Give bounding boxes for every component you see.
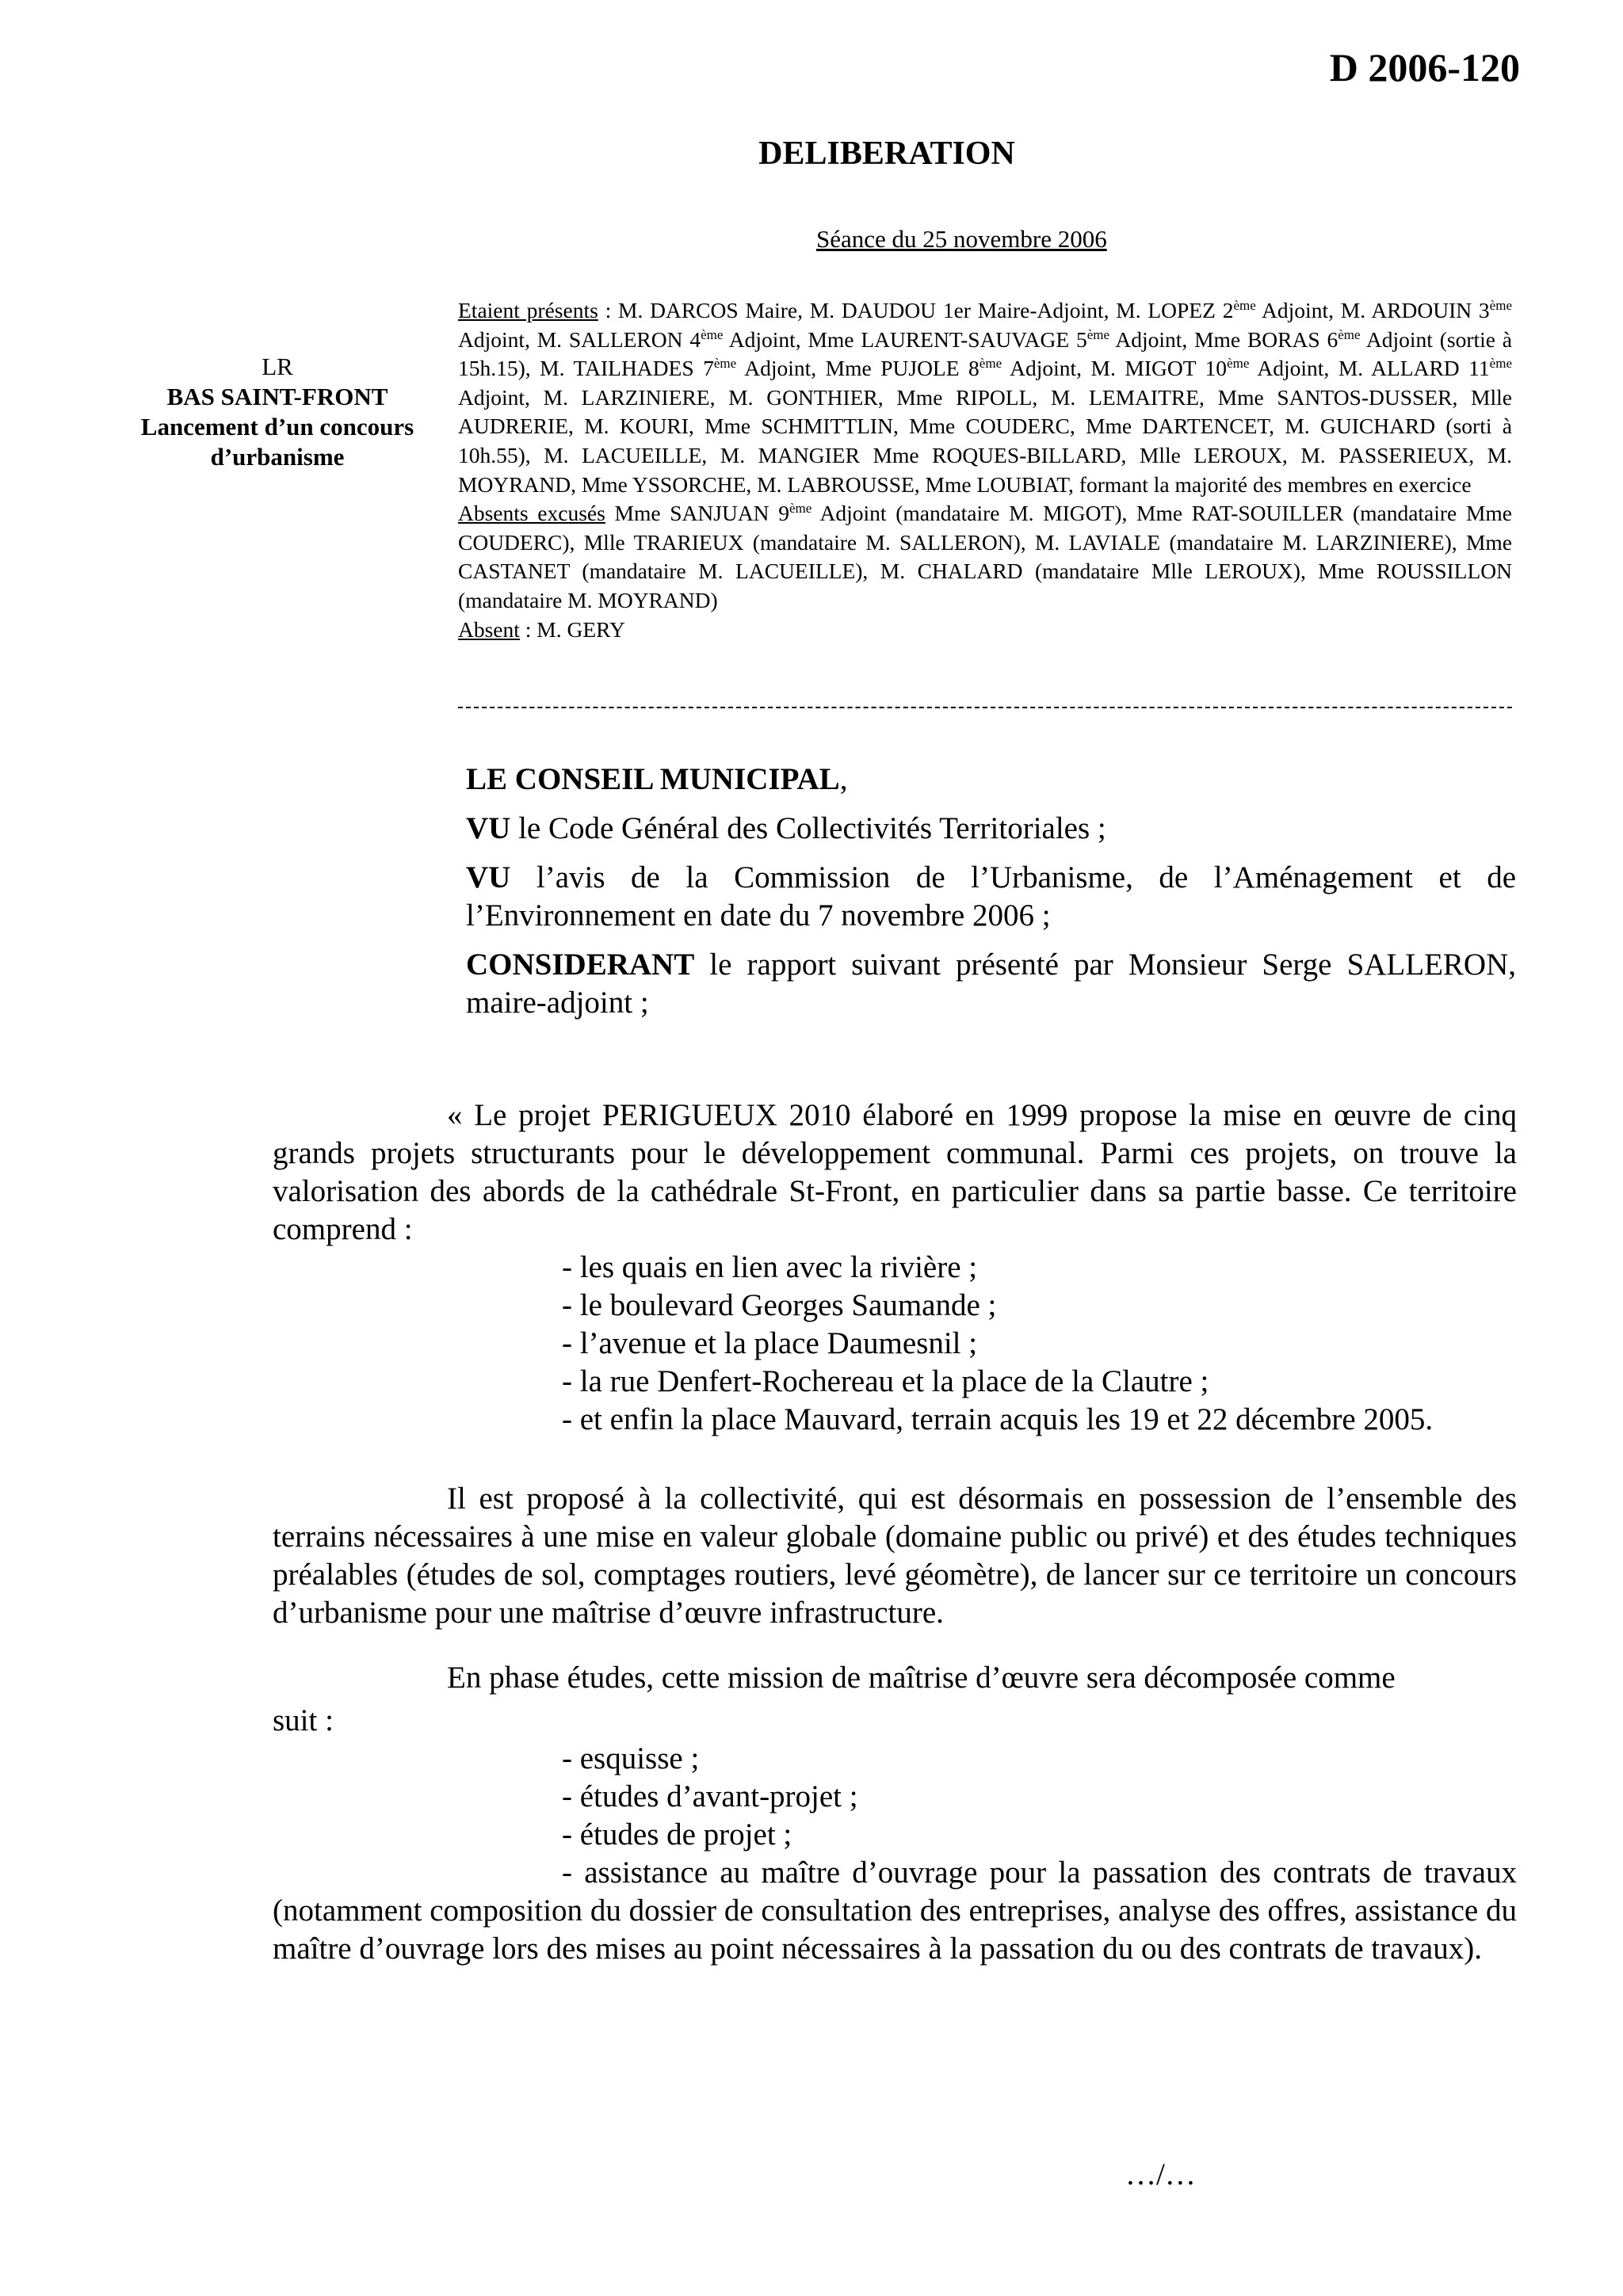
report-body [273,1097,1517,1968]
document-number: D 2006-120 [1329,45,1520,90]
present-text: Adjoint, M. LARZINIERE, M. GONTHIER, Mme RIPOLL, M. LEMAITRE, Mme SANTOS-DUSSER, Mlle AUDRERIE, M. KOURI, Mme SCHMITTLIN, Mme COUDERC, Mme DARTENCET, M. GUICHARD (sorti à 10h.55), M. LACUEILLE, M. MANGIER Mme ROQUES-BILLARD, Mlle LEROUX, M. PASSERIEUX, M. MOYRAND, Mme YSSORCHE, M. LABROUSSE, Mme LOUBIAT, formant la majorité des membres en exercice [458,384,1512,497]
absent-label: Absent [458,616,520,642]
session-date: Séance du 25 novembre 2006 [816,225,1107,253]
present-text: Adjoint, M. MIGOT 10 [1002,356,1228,381]
council-heading [466,761,1516,799]
council-block [466,761,1516,1033]
superscript: ème [713,356,737,372]
subject-block [119,352,436,472]
list-item: - les quais en lien avec la rivière ; [562,1250,978,1284]
considerant-clause [466,946,1516,1022]
considerant-label: CONSIDERANT [466,948,695,982]
list-item: - l’avenue et la place Daumesnil ; [562,1326,978,1360]
present-text: Adjoint, M. SALLERON 4 [458,326,701,352]
superscript: ème [1489,356,1512,372]
present-text: Adjoint, Mme LAURENT-SAUVAGE 5 [723,326,1087,352]
superscript: ème [1086,326,1110,342]
superscript: ème [1489,297,1512,313]
council-title: LE CONSEIL MUNICIPAL [466,762,840,796]
present-label: Etaient présents [458,298,598,322]
list-item: - études d’avant-projet ; [562,1779,858,1814]
list-item: - études de projet ; [562,1817,792,1852]
present-text: Adjoint, Mme BORAS 6 [1109,326,1338,352]
excused-label: Absents excusés [458,501,605,526]
superscript: ème [979,356,1002,372]
superscript: ème [1233,297,1256,313]
excused-text: Mme SANJUAN 9 [605,501,789,526]
vu-label: VU [466,860,511,894]
territory-list [273,1249,1517,1439]
present-text: Adjoint, M. ARDOUIN 3 [1255,298,1490,322]
present-text: Adjoint (sortie à 15h.15), M. TAILHADES 7 [458,326,1513,381]
excused-text: Adjoint (mandataire M. MIGOT), Mme RAT-SOUILLER (mandataire Mme COUDERC), Mlle TRARIEUX (mandataire M. SALLERON), M. LAVIALE (mandataire M. LARZINIERE), Mme CASTANET (mandataire M. LACUEILLE), M. CHALARD (mandataire Mlle LEROUX), Mme ROUSSILLON (mandataire M. MOYRAND) [458,501,1513,612]
dashed-separator [458,707,1512,708]
superscript: ème [1227,356,1250,372]
list-item: - la rue Denfert-Rochereau et la place de la Clautre ; [562,1364,1209,1398]
superscript: ème [789,501,812,516]
paragraph-3-continued: suit : [273,1703,334,1737]
subject-location: BAS SAINT-FRONT [166,383,388,410]
paragraph-2: Il est proposé à la collectivité, qui est désormais en possession de l’ensemble des terrains nécessaires à une mise en valeur globale (domaine public ou privé) et des études techniques préalables (études de sol, comptages routiers, levé géomètre), de lancer sur ce territoire un concours d’urbanisme pour une maîtrise d’œuvre infrastructure. [273,1482,1517,1630]
list-item: - et enfin la place Mauvard, terrain acquis les 19 et 22 décembre 2005. [562,1402,1434,1436]
paragraph-1: « Le projet PERIGUEUX 2010 élaboré en 1999 propose la mise en œuvre de cinq grands projets structurants pour le développement communal. Parmi ces projets, on trouve la valorisation des abords de la cathédrale St-Front, en particulier dans sa partie basse. Ce territoire comprend : [273,1098,1517,1246]
vu-clause-2 [466,859,1516,935]
subject-reference: LR [262,353,293,380]
phase-list [273,1740,1517,1854]
vu-clause-1 [466,810,1516,848]
present-text: Adjoint, Mme PUJOLE 8 [736,356,980,381]
superscript: ème [701,326,724,342]
vu-text: l’avis de la Commission de l’Urbanisme, de l’Aménagement et de l’Environnement en date du 7 novembre 2006 ; [466,860,1516,933]
vu-label: VU [466,811,511,845]
council-title-suffix: , [839,762,848,796]
superscript: ème [1338,326,1361,342]
subject-description: Lancement d’un concours d’urbanisme [140,413,414,471]
absent-text: : M. GERY [519,616,625,642]
vu-text: le Code Général des Collectivités Territoriales ; [510,811,1106,845]
considerant-text: le rapport suivant présenté par Monsieur Serge SALLERON, maire-adjoint ; [466,948,1516,1020]
present-text: Adjoint, M. ALLARD 11 [1249,356,1490,381]
paragraph-3: En phase études, cette mission de maîtrise d’œuvre sera décomposée comme [447,1661,1396,1695]
document-title: DELIBERATION [758,135,1015,172]
list-item: - esquisse ; [562,1741,700,1775]
attendance-list [458,296,1512,644]
list-item: - le boulevard Georges Saumande ; [562,1288,997,1322]
continued-marker: …/… [1125,2157,1196,2191]
paragraph-4: - assistance au maître d’ouvrage pour la passation des contrats de travaux (notamment composition du dossier de consultation des entreprises, analyse des offres, assistance du maître d’ouvrage lors des mises au point nécessaires à la passation du ou des contrats de travaux). [273,1855,1517,1966]
present-text: : M. DARCOS Maire, M. DAUDOU 1er Maire-Adjoint, M. LOPEZ 2 [598,298,1234,322]
